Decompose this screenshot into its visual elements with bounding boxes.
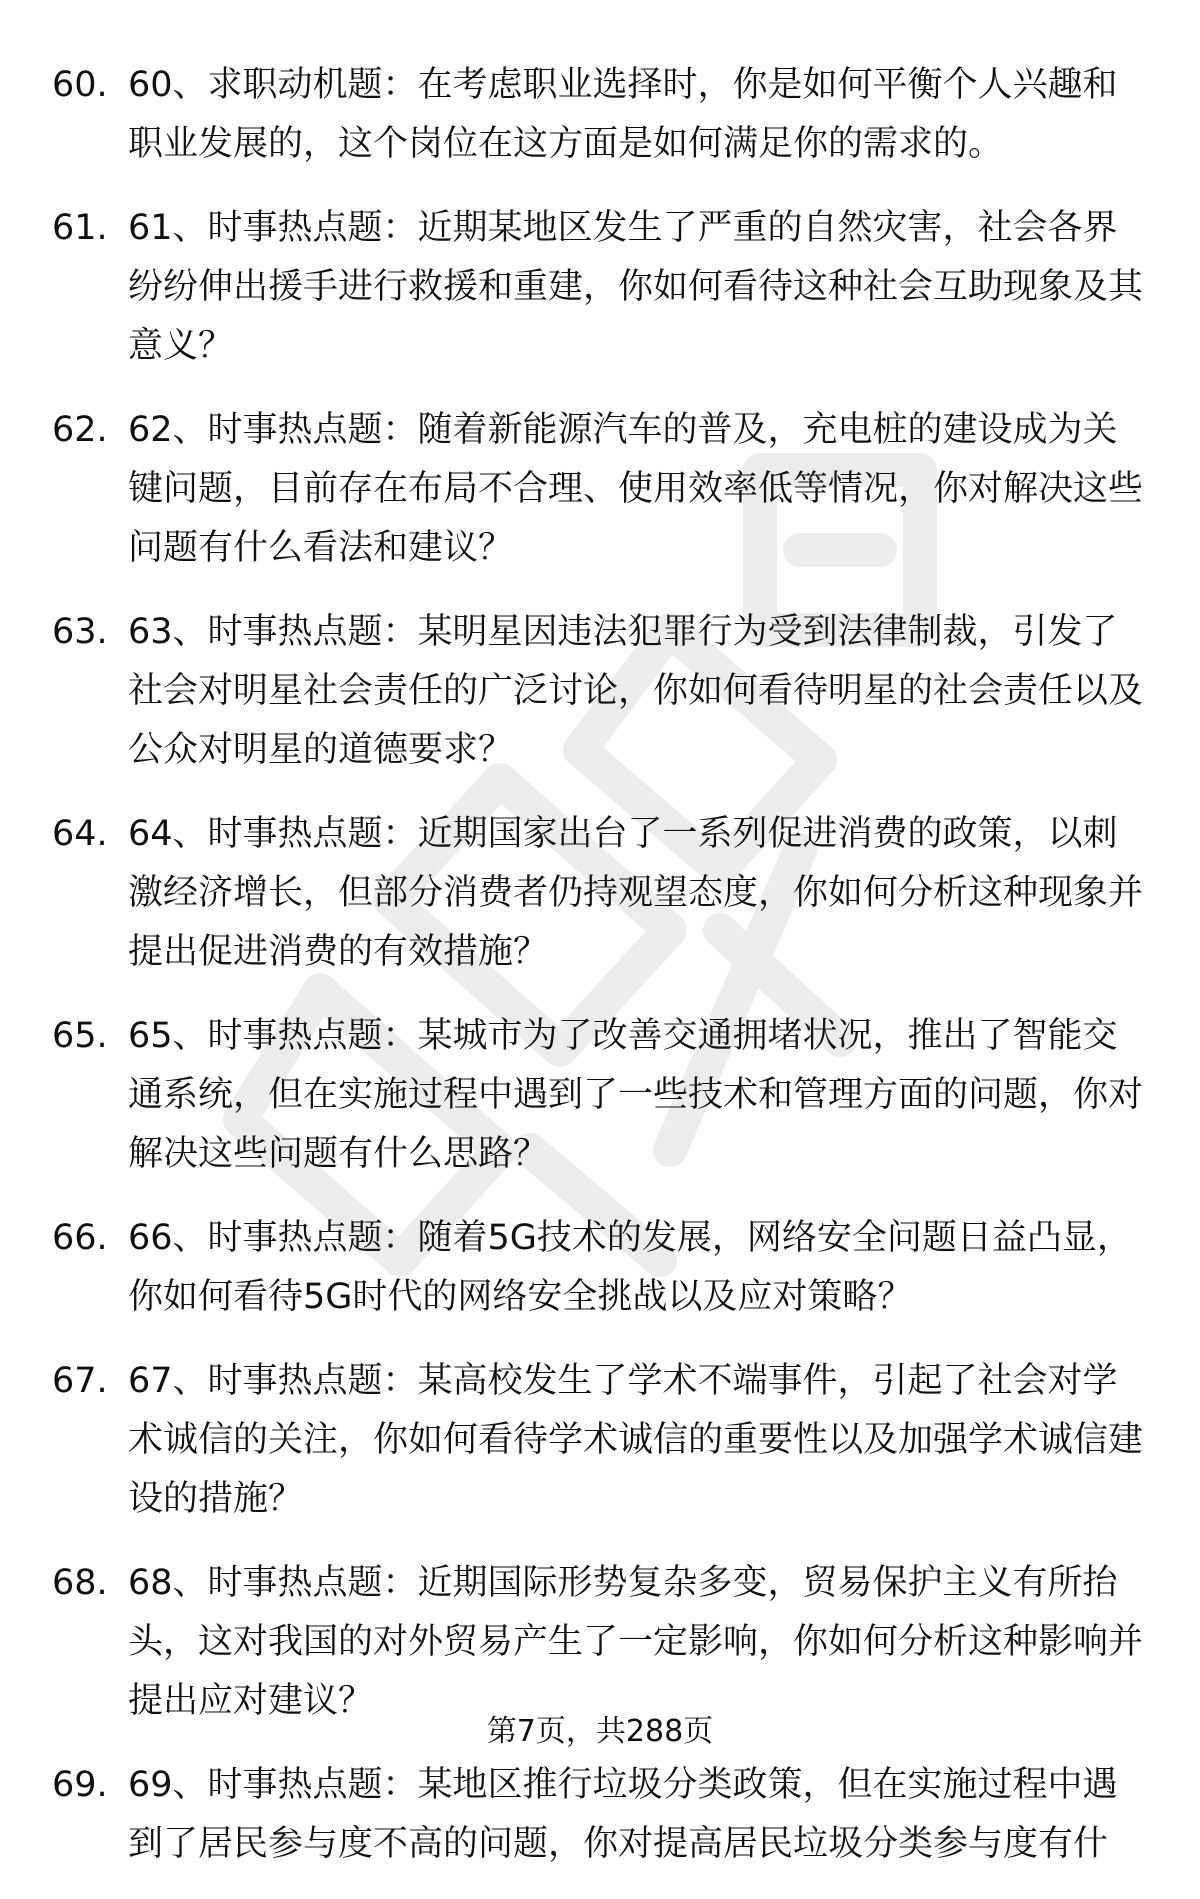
question-text: 61、时事热点题：近期某地区发生了严重的自然灾害，社会各界纷纷伸出援手进行救援和重建，你如何看待这种社会互助现象及其意义？ <box>128 208 1144 366</box>
question-text: 67、时事热点题：某高校发生了学术不端事件，引起了社会对学术诚信的关注，你如何看待学术诚信的重要性以及加强学术诚信建设的措施？ <box>128 1361 1144 1519</box>
question-text: 63、时事热点题：某明星因违法犯罪行为受到法律制裁，引发了社会对明星社会责任的广泛讨论，你如何看待明星的社会责任以及公众对明星的道德要求？ <box>128 612 1144 770</box>
question-number: 63. <box>52 612 108 652</box>
question-item <box>52 401 1152 578</box>
question-number: 62. <box>52 410 108 450</box>
question-text: 68、时事热点题：近期国际形势复杂多变，贸易保护主义有所抬头，这对我国的对外贸易产生了一定影响，你如何分析这种影响并提出应对建议？ <box>128 1563 1144 1721</box>
question-item <box>52 1756 1152 1874</box>
question-number: 66. <box>52 1218 108 1258</box>
question-item <box>52 1209 1152 1327</box>
question-item <box>52 1554 1152 1731</box>
question-number: 69. <box>52 1765 108 1805</box>
question-text: 69、时事热点题：某地区推行垃圾分类政策，但在实施过程中遇到了居民参与度不高的问题，你对提高居民垃圾分类参与度有什 <box>128 1765 1118 1864</box>
question-item <box>52 1007 1152 1184</box>
question-number: 65. <box>52 1016 108 1056</box>
question-list <box>52 56 1152 1899</box>
question-item <box>52 805 1152 982</box>
question-text: 62、时事热点题：随着新能源汽车的普及，充电桩的建设成为关键问题，目前存在布局不合理、使用效率低等情况，你对解决这些问题有什么看法和建议？ <box>128 410 1144 568</box>
question-number: 60. <box>52 65 108 105</box>
question-number: 67. <box>52 1361 108 1401</box>
question-number: 64. <box>52 814 108 854</box>
question-number: 68. <box>52 1563 108 1603</box>
question-item <box>52 603 1152 780</box>
question-item <box>52 199 1152 376</box>
question-item <box>52 1352 1152 1529</box>
question-text: 66、时事热点题：随着5G技术的发展，网络安全问题日益凸显，你如何看待5G时代的网络安全挑战以及应对策略？ <box>128 1218 1132 1317</box>
question-item <box>52 56 1152 174</box>
page-number-footer: 第7页，共288页 <box>486 1714 714 1749</box>
question-text: 60、求职动机题：在考虑职业选择时，你是如何平衡个人兴趣和职业发展的，这个岗位在这方面是如何满足你的需求的。 <box>128 65 1118 164</box>
question-number: 61. <box>52 208 108 248</box>
question-text: 64、时事热点题：近期国家出台了一系列促进消费的政策，以刺激经济增长，但部分消费者仍持观望态度，你如何分析这种现象并提出促进消费的有效措施？ <box>128 814 1144 972</box>
question-text: 65、时事热点题：某城市为了改善交通拥堵状况，推出了智能交通系统，但在实施过程中遇到了一些技术和管理方面的问题，你对解决这些问题有什么思路？ <box>128 1016 1144 1174</box>
